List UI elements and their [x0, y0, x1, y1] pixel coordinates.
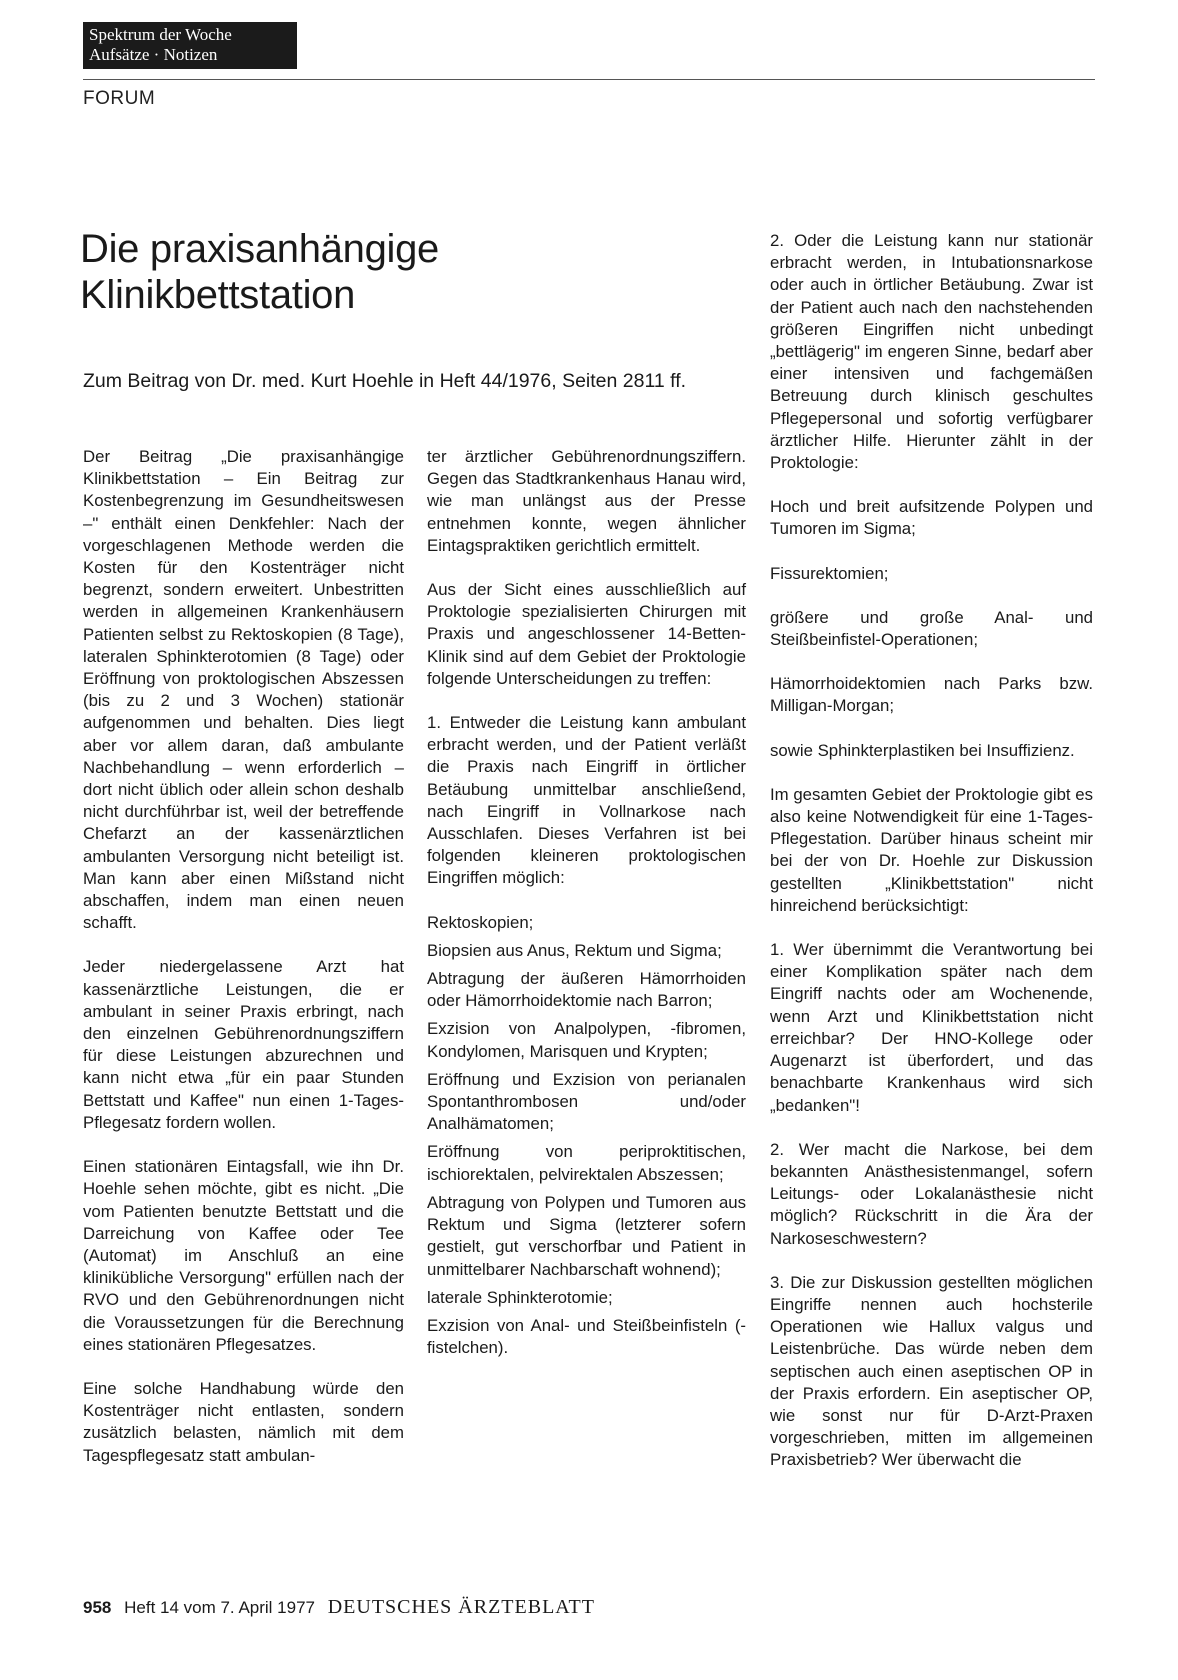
paragraph: Im gesamten Gebiet der Proktologie gibt es also keine Notwendigkeit für eine 1-Tages-Pflegestation. Darüber hinaus scheint mir bei der von Dr. Hoehle zur Diskussion gestellten „Klinikbettstation" nicht hinreichend berücksichtigt:: [770, 784, 1093, 915]
paragraph: 2. Oder die Leistung kann nur stationär erbracht werden, in Intubationsnarkose oder auch in örtlicher Betäubung. Zwar ist der Patient auch nach den nachstehenden größeren Eingriffen nicht unbedingt „bettlägerig" im engeren Sinne, bedarf aber einer intensiven und fachgemäßen Betreuung durch klinisch geschultes Pflegepersonal und sofortig verfügbarer ärztlicher Hilfe. Hierunter zählt in der Proktologie:: [770, 231, 1093, 473]
paragraph: Aus der Sicht eines ausschließlich auf Proktologie spezialisierten Chirurgen mit Praxis und angeschlossener 14-Betten-Klinik sind auf dem Gebiet der Proktologie folgende Unterscheidungen zu treffen:: [427, 580, 746, 688]
publication-name: DEUTSCHES ÄRZTEBLATT: [327, 1596, 595, 1618]
list-item: Abtragung von Polypen und Tumoren aus Rektum und Sigma (letzterer sofern gestielt, gut verschorfbar und Patient in unmittelbarer Nachbarschaft wohnend);: [427, 1192, 746, 1279]
badge-line-1: Spektrum der Woche: [89, 25, 232, 44]
section-badge: [83, 22, 297, 69]
paragraph: 2. Wer macht die Narkose, bei dem bekannten Anästhesistenmangel, sofern Leitungs- oder Lokalanästhesie nicht möglich? Rückschritt in die Ära der Narkoseschwestern?: [770, 1139, 1093, 1248]
text-column-2: [427, 446, 746, 1365]
paragraph: 3. Die zur Diskussion gestellten möglichen Eingriffe nennen auch hochsterile Operationen wie Hallux valgus und Leistenbrüche. Das würde neben dem septischen auch einen aseptischen OP in der Praxis erfordern. Ein aseptischer OP, wie sonst nur für D-Arzt-Praxen vorgeschrieben, mitten im allgemeinen Praxisbetrieb? Wer überwacht die: [770, 1272, 1093, 1470]
title-line-1: Die praxisanhängige: [80, 227, 439, 271]
page-footer: [83, 1596, 595, 1619]
list-item: Hoch und breit aufsitzende Polypen und Tumoren im Sigma;: [770, 497, 1093, 539]
paragraph: 1. Entweder die Leistung kann ambulant erbracht werden, und der Patient verläßt die Praxis nach Eingriff in örtlicher Betäubung unmittelbar anschließend, nach Eingriff in Vollnarkose nach Ausschlafen. Dieses Verfahren ist bei folgenden kleineren proktologischen Eingriffen möglich:: [427, 713, 746, 888]
text-column-3: [770, 230, 1093, 1494]
paragraph: 1. Wer übernimmt die Verantwortung bei einer Komplikation später nach dem Eingriff nachts oder am Wochenende, wenn Arzt und Klinikbettstation nicht erreichbar? Der HNO-Kollege oder Augenarzt ist überfordert, und das benachbarte Krankenhaus wird sich „bedanken"!: [770, 940, 1093, 1115]
paragraph: Der Beitrag „Die praxisanhängige Klinikbettstation – Ein Beitrag zur Kostenbegrenzung im Gesundheitswesen –" enthält einen Denkfehler: Nach der vorgeschlagenen Methode werden die Kosten für den Kostenträger nicht begrenzt, sondern erweitert. Unbestritten werden in allgemeinen Krankenhäusern Patienten selbst zu Rektoskopien (8 Tage), lateralen Sphinkterotomien (8 Tage) oder Eröffnung von proktologischen Abszessen (bis zu 2 und 3 Wochen) stationär aufgenommen und behalten. Dies liegt aber vor allem daran, daß ambulante Nachbehandlung – wenn erforderlich – dort nicht üblich oder allein schon deshalb nicht durchführbar ist, weil der betreffende Chefarzt an der kassenärztlichen ambulanten Versorgung nicht beteiligt ist. Man kann aber einen Mißstand nicht abschaffen, indem man einen neuen schafft.: [83, 447, 404, 933]
paragraph: Jeder niedergelassene Arzt hat kassenärztliche Leistungen, die er ambulant in seiner Praxis erbringt, nach den einzelnen Gebührenordnungsziffern für diese Leistungen abzurechnen und kann nicht etwa „für ein paar Stunden Bettstatt und Kaffee" nun einen 1-Tages-Pflegesatz fordern wollen.: [83, 957, 404, 1132]
list-item: Exzision von Anal- und Steißbeinfisteln (-fistelchen).: [427, 1315, 746, 1358]
list-item: Exzision von Analpolypen, -fibromen, Kondylomen, Marisquen und Krypten;: [427, 1019, 746, 1061]
page-number: 958: [83, 1598, 112, 1617]
list-item: sowie Sphinkterplastiken bei Insuffizienz.: [770, 740, 1075, 760]
list-item: Eröffnung von periproktitischen, ischiorektalen, pelvirektalen Abszessen;: [427, 1142, 746, 1184]
list-item: Fissurektomien;: [770, 563, 889, 583]
paragraph: Eine solche Handhabung würde den Kostenträger nicht entlasten, sondern zusätzlich belasten, nämlich mit dem Tagespflegesatz statt ambulan-: [83, 1378, 404, 1465]
list-item: Eröffnung und Exzision von perianalen Spontanthrombosen und/oder Analhämatomen;: [427, 1069, 746, 1134]
article-subtitle: Zum Beitrag von Dr. med. Kurt Hoehle in Heft 44/1976, Seiten 2811 ff.: [83, 370, 687, 392]
badge-line-2: Aufsätze · Notizen: [89, 45, 218, 64]
section-label: FORUM: [83, 88, 156, 109]
list-item: laterale Sphinkterotomie;: [427, 1287, 613, 1307]
list-item: Rektoskopien;: [427, 912, 534, 932]
list-item: Abtragung der äußeren Hämorrhoiden oder Hämorrhoidektomie nach Barron;: [427, 969, 746, 1011]
list-item: Hämorrhoidektomien nach Parks bzw. Milligan-Morgan;: [770, 674, 1093, 716]
paragraph: ter ärztlicher Gebührenordnungsziffern. Gegen das Stadtkrankenhaus Hanau wird, wie man unlängst aus der Presse entnehmen konnte, wegen ähnlicher Eintagspraktiken gerichtlich ermittelt.: [427, 447, 746, 555]
header-rule: [83, 79, 1095, 80]
article-title: [80, 226, 640, 318]
list-item: Biopsien aus Anus, Rektum und Sigma;: [427, 940, 722, 960]
title-line-2: Klinikbettstation: [80, 273, 356, 317]
paragraph: Einen stationären Eintagsfall, wie ihn Dr. Hoehle sehen möchte, gibt es nicht. „Die vom Patienten benutzte Bettstatt und die Darreichung von Kaffee oder Tee (Automat) im Anschluß an eine klinikübliche Versorgung" erfüllen nach der RVO und den Gebührenordnungen nicht die Voraussetzungen für die Berechnung eines stationären Pflegesatzes.: [83, 1157, 404, 1354]
text-column-1: [83, 446, 404, 1489]
list-item: größere und große Anal- und Steißbeinfistel-Operationen;: [770, 607, 1093, 650]
issue-info: Heft 14 vom 7. April 1977: [124, 1598, 315, 1617]
